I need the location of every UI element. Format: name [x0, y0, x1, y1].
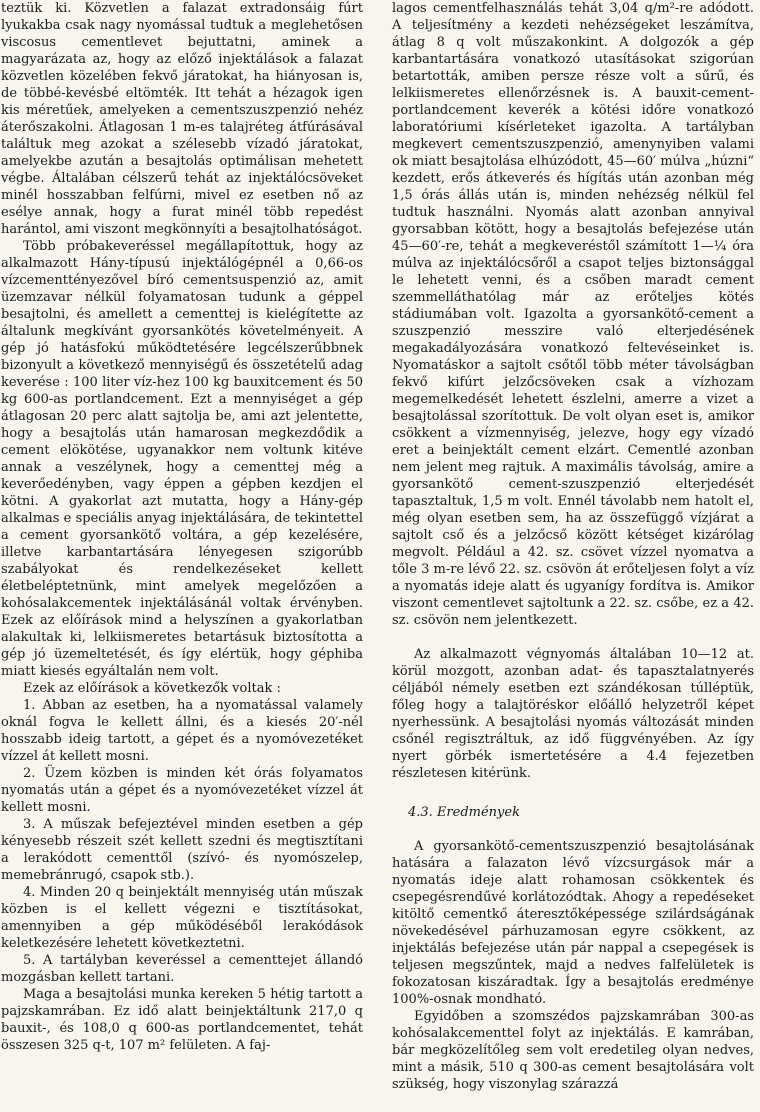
paragraph-cement-usage: lagos cementfelhasználás tehát 3,04 q/m²-re adódott. A teljesítmény a kezdeti nehézségeket leszámítva, átlag 8 q volt műszakonkint. A dolgozók a gép karbantartására vonatkozó utasításokat szigorúan betartották, amiben persze része volt a sűrű, és lelkiismeretes ellenőrzésnek is. A bauxit-cement-portlandcement keverék a kötési időre vonatkozó laboratóriumi kísérleteket igazolta. A tartályban megkevert cementszuszpenzió, amenynyiben valami ok miatt besajtolása elhúzódott, 45—60′ múlva „húzni“ kezdett, erős átkeverés és hígítás után azonban még 1,5 órás állás után is, minden nehézség nélkül fel tudtuk használni. Nyomás alatt azonban annyival gyorsabban kötött, hogy a besajtolás befejezése után 45—60′-re, tehát a megkeveréstől számított 1—¼ óra múlva az injektálócsőről a csapot teljes biztonsággal le lehetett venni, és a csőben maradt cement szemmelláthatólag már az erőteljes kötés stádiumában volt. Igazolta a gyorsankötő-cement a szuszpenzió messzire való elterjedésének megakadályozására vonatkozó feltevéseinket is. Nyomatáskor a sajtolt csőtől több méter távolságban fekvő kifúrt jelzőcsöveken csak a vízhozam megemelkedését lehetett észlelni, amerre a vizet a besajtolással szorítottuk. De volt olyan eset is, amikor csökkent a vízmennyiség, jelezve, hogy egy vízadó eret a beinjektált cement elzárt. Cementlé azonban nem jelent meg rajtuk. A maximális távolság, amire a gyorsankötő cement-szuszpenzió elterjedését tapasztaltuk, 1,5 m volt. Ennél távolabb nem hatolt el, még olyan esetben sem, ha az összefüggő vízjárat a sajtolt cső és a jelzőcső között kétséget kizárólag megvolt. Például a 42. sz. csövet vízzel nyomatva a tőle 3 m-re lévő 22. sz. csövön át erőteljesen folyt a víz a nyomatás ideje alatt és ugyanígy fordítva is. Amikor viszont cementlevet sajtoltunk a 22. sz. csőbe, ez a 42. sz. csövön nem jelentkezett.	[392, 1, 754, 628]
paragraph-trial-mixes: Több próbakeveréssel megállapítottuk, hogy az alkalmazott Hány-típusú injektálógépnél a 0,66-os vízcementtényezővel bíró cementsuspenzió az, amit üzemzavar nélkül folyamatosan tudunk a géppel besajtolni, és amellett a cementtej is kielégítette az általunk megkívánt gyorsankötés követelményeit. A gép jó hatásfokú működtetésére legcélszerűbbnek bizonyult a következő mennyiségű és összetételű adag keverése : 100 liter víz-hez 100 kg bauxitcement és 50 kg 600-as portlandcement. Ezt a mennyiséget a gép átlagosan 20 perc alatt sajtolja be, ami azt jelentette, hogy a besajtolás után hamarosan megkezdődik a cement elökötése, ugyanakkor nem voltunk kitéve annak a veszélynek, hogy a cementtej még a keverőedényben, vagy éppen a gépben kezdjen el kötni. A gyakorlat azt mutatta, hogy a Hány-gép alkalmas e speciális anyag injektálására, de tekintettel a cement gyorsankötő voltára, a gép kezelésére, illetve karbantartására lényegesen szigorúbb szabályokat és rendelkezéseket kellett életbeléptetnünk, mint amelyek megelőzően a kohósalakcementek injektálásánál voltak érvényben. Ezek az előírások mind a helyszínen a gyakorlatban alakultak ki, lelkiismeretes betartásuk biztosította a gép jó üzemeltetését, és így elértük, hogy géphiba miatt kiesés egyáltalán nem volt.	[1, 239, 363, 679]
paragraph-injection-holes: teztük ki. Közvetlen a falazat extradonsáig fúrt lyukakba csak nagy nyomással tudtuk a meglehetősen viscosus cementlevet bejuttatni, aminek a magyarázata az, hogy az előző injektálások a falazat közvetlen közelében fekvő járatokat, ha hiányosan is, de többé-kevésbé eltömték. Itt tehát a hézagok igen kis méretűek, amelyeken a cementszuszpenzió nehéz áterőszakolni. Átlagosan 1 m-es talajréteg átfúrásával találtuk meg azokat a szélesebb vízadó járatokat, amelyekbe azután a besajtolás optimálisan mehetett végbe. Általában célszerű tehát az injektálócsöveket minél hosszabban felfúrni, mivel ez esetben nő az esélye annak, hogy a furat minél több repedést harántol, ami viszont megkönnyíti a besajtolhatóságot.	[1, 1, 363, 237]
rule-item-4: 4. Minden 20 q beinjektált mennyiség után műszak közben is el kellett végezni e tisztításokat, amennyiben a gép működéséből lerakódások keletkezésére lehetett következtetni.	[1, 885, 363, 951]
paragraph-results: A gyorsankötő-cementszuszpenzió besajtolásának hatására a falazaton lévő vízcsurgások már a nyomatás ideje alatt rohamosan csökkentek és csepegésrendűvé korlátozódtak. Ahogy a repedéseket kitöltő cementkő áteresztőképessége szilárdságának növekedésével párhuzamosan egyre csökkent, az injektálás befejezése után pár nappal a csepegések is teljesen megszűntek, majd a nedves falfelületek is fokozatosan kiszáradtak. Így a besajtolás eredménye 100%-osnak mondható.	[392, 839, 754, 1007]
left-column	[1, 0, 363, 1054]
right-column	[392, 0, 754, 1093]
paragraph-neighbouring-chamber: Egyidőben a szomszédos pajzskamrában 300-as kohósalakcementtel folyt az injektálás. E kamrában, bár megközelítőleg sem volt eredetileg olyan nedves, mint a másik, 510 q 300-as cement besajtolására volt szükség, hogy viszonylag szárazzá	[392, 1009, 754, 1092]
rule-item-3: 3. A műszak befejeztével minden esetben a gép kényesebb részeit szét kellett szedni és megtisztítani a lerakódott cementtől (szívó- és nyomószelep, memebránrugó, csapok stb.).	[1, 817, 363, 883]
rule-item-1: 1. Abban az esetben, ha a nyomatással valamely oknál fogva le kellett állni, és a kiesés 20′-nél hosszabb ideig tartott, a gépet és a nyomóvezetéket vízzel át kellett mosni.	[1, 698, 363, 764]
paragraph-rules-intro: Ezek az előírások a következők voltak :	[23, 681, 281, 696]
paragraph-final-pressure: Az alkalmazott végnyomás általában 10—12 at. körül mozgott, azonban adat- és tapasztalatnyerés céljából némely esetben ezt szándékosan túlléptük, főleg hogy a talajtöréskor előálló helyzetről képet nyerhessünk. A besajtolási nyomás változását minden csőnél regisztráltuk, az idő függvényében. Az így nyert görbék ismertetésére a 4.4 fejezetben részletesen kitérünk.	[392, 647, 754, 781]
rule-item-5: 5. A tartályban keveréssel a cementtejet állandó mozgásban kellett tartani.	[1, 953, 363, 985]
section-heading-results: 4.3. Eredmények	[408, 805, 520, 820]
rule-item-2: 2. Üzem közben is minden két órás folyamatos nyomatás után a gépet és a nyomóvezetéket vízzel át kellett mosni.	[1, 766, 363, 815]
paragraph-work-duration: Maga a besajtolási munka kereken 5 hétig tartott a pajzskamrában. Ez idő alatt beinjektáltunk 217,0 q bauxit-, és 108,0 q 600-as portlandcementet, tehát összesen 325 q-t, 107 m² felületen. A faj-	[1, 987, 363, 1053]
